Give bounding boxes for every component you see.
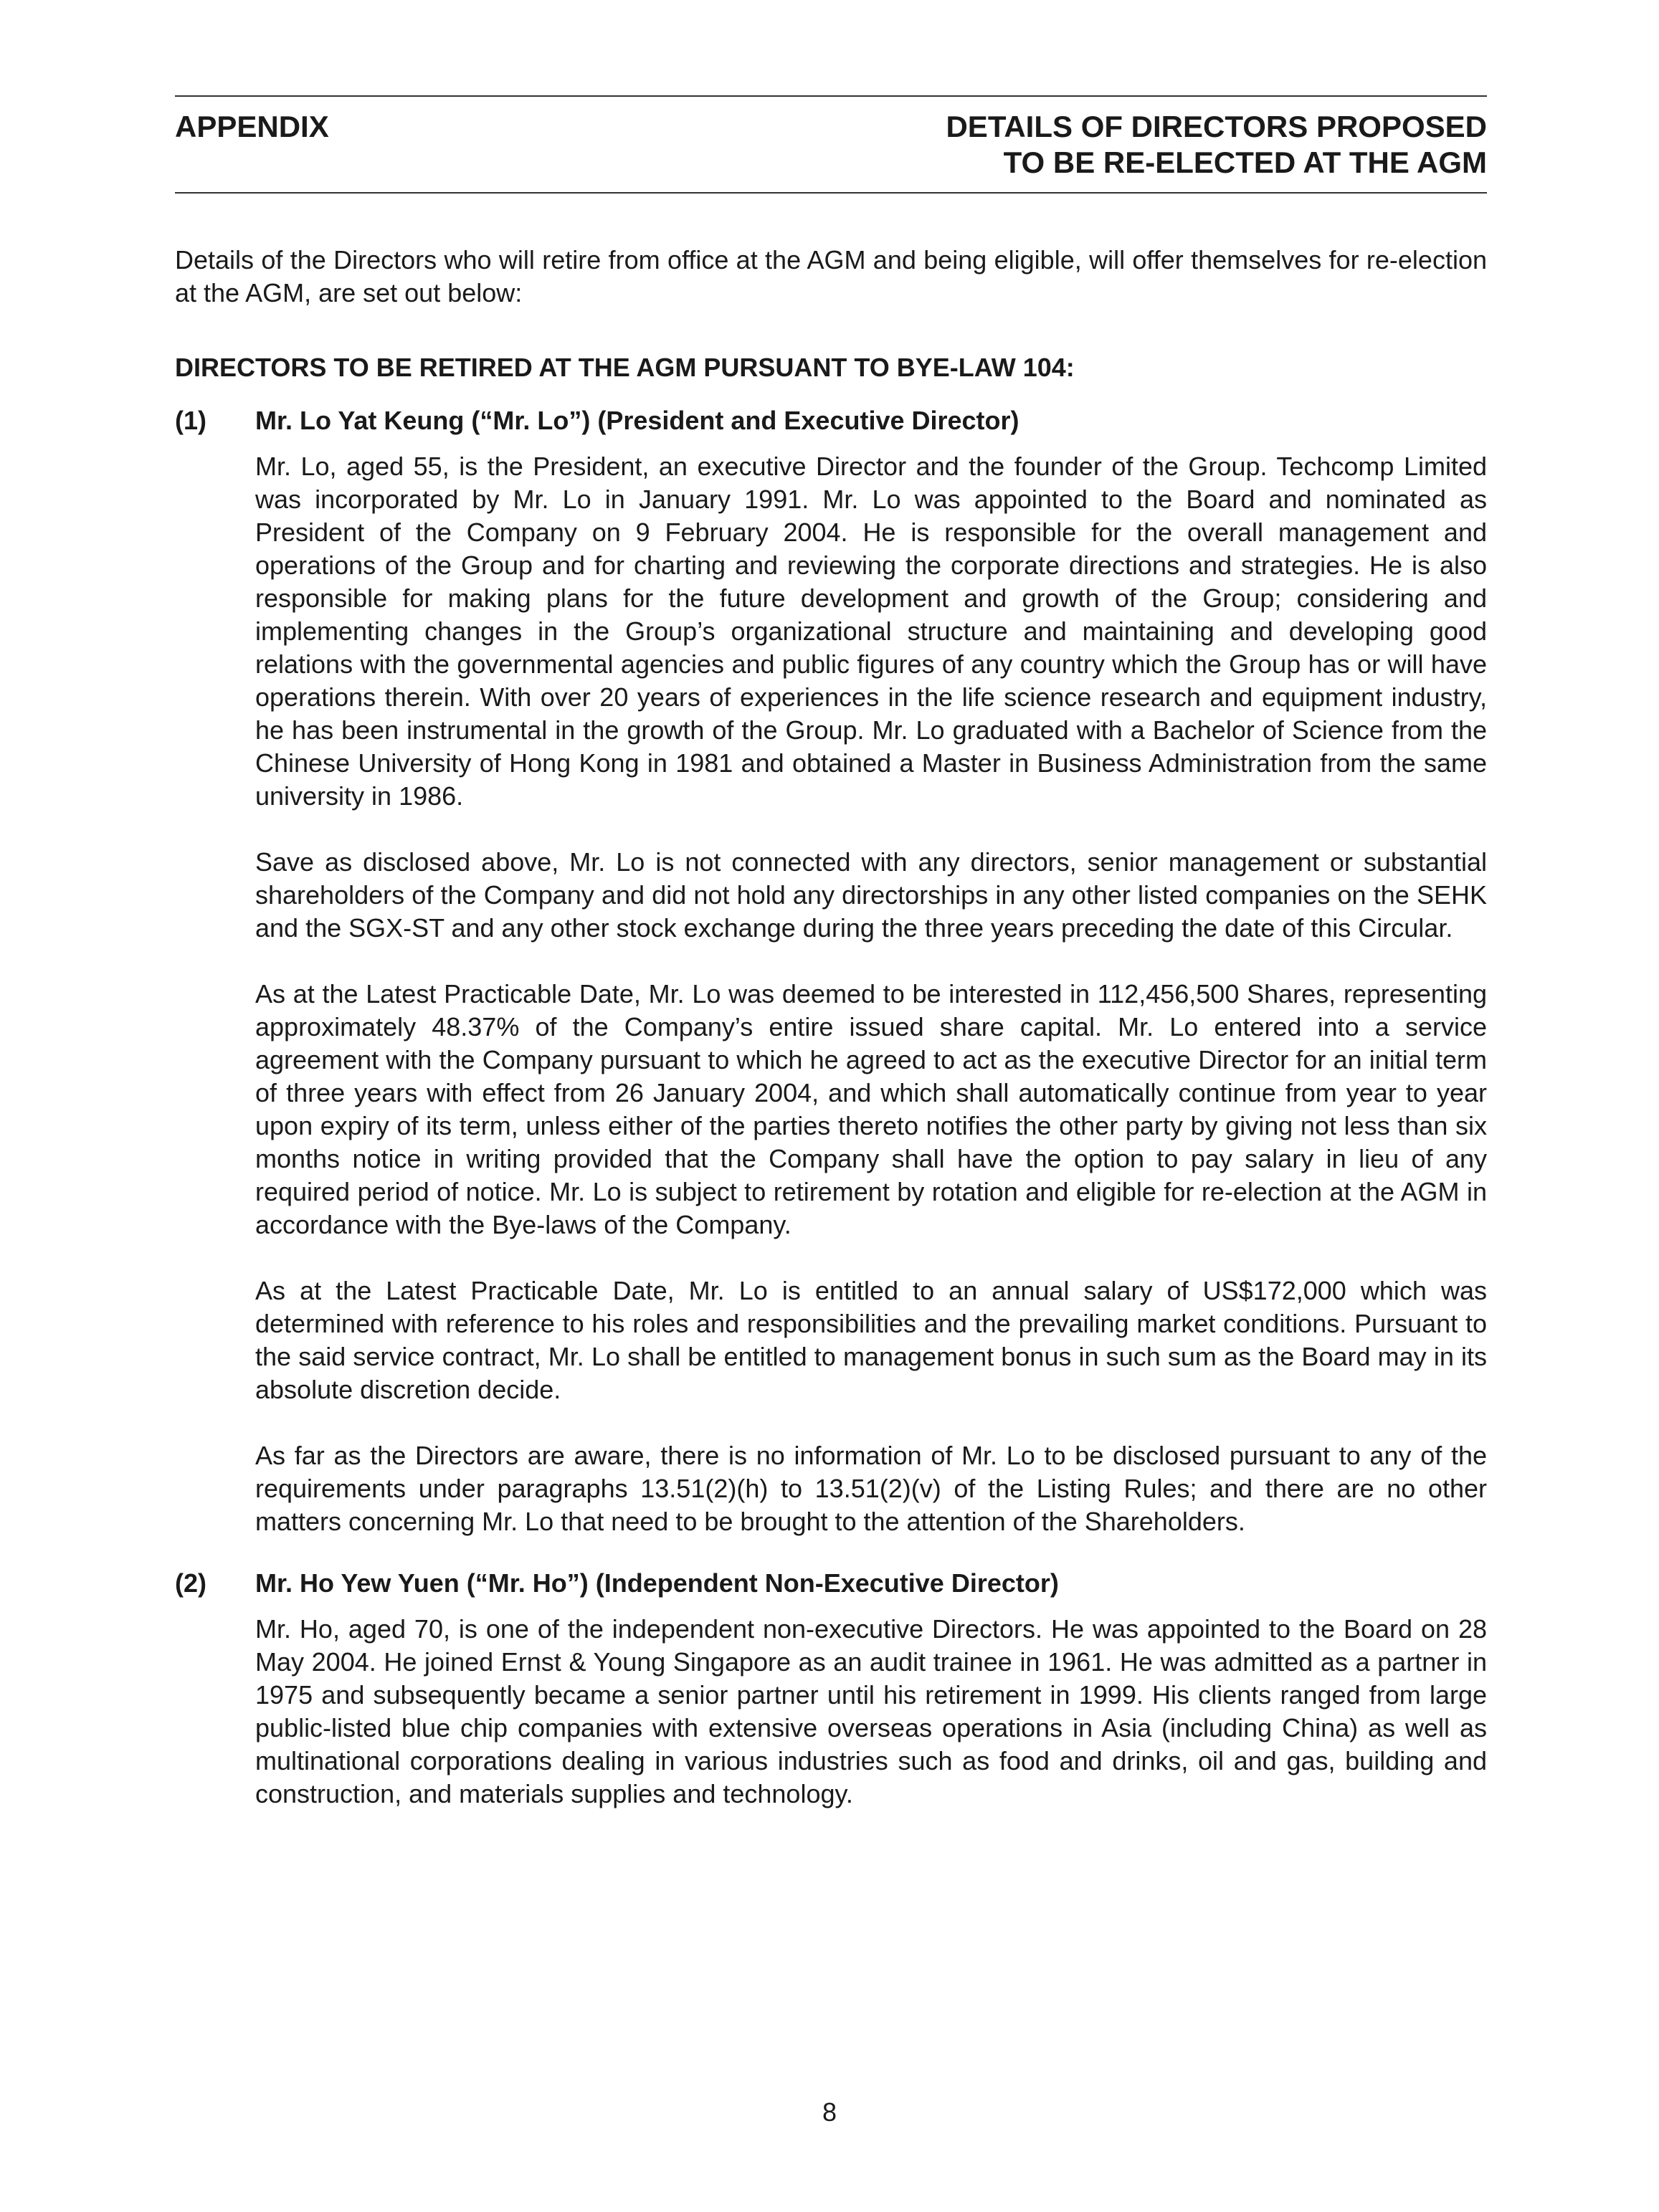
page-content — [175, 244, 1487, 1839]
body-paragraph: As at the Latest Practicable Date, Mr. Lo was deemed to be interested in 112,456,500 Shares, representing approximately 48.37% of the Company’s entire issued share capital. Mr. Lo entered into a service agreement with the Company pursuant to which he agreed to act as the executive Director for an initial term of three years with effect from 26 January 2004, and which shall automatically continue from year to year upon expiry of its term, unless either of the parties thereto notifies the other party by giving not less than six months notice in writing provided that the Company shall have the option to pay salary in lieu of any required period of notice. Mr. Lo is subject to retirement by rotation and eligible for re-election at the AGM in accordance with the Bye-laws of the Company. — [255, 979, 1487, 1239]
intro-paragraph: Details of the Directors who will retire from office at the AGM and being eligible, will offer themselves for re-election at the AGM, are set out below: — [175, 245, 1487, 308]
director-heading — [175, 404, 1487, 437]
director-item-ho — [175, 1567, 1487, 1811]
page-number: 8 — [822, 2097, 837, 2127]
header-bottom-rule — [175, 192, 1487, 194]
body-paragraph: Save as disclosed above, Mr. Lo is not connected with any directors, senior management or substantial shareholders of the Company and did not hold any directorships in any other listed companies on the SEHK and the SGX-ST and any other stock exchange during the three years preceding the date of this Circular. — [255, 847, 1487, 943]
director-item-lo — [175, 404, 1487, 1538]
item-heading-text: Mr. Lo Yat Keung (“Mr. Lo”) (President and Executive Director) — [255, 406, 1019, 435]
item-number: (1) — [175, 406, 206, 435]
appendix-title — [627, 109, 1487, 181]
item-number: (2) — [175, 1568, 206, 1598]
body-paragraph: Mr. Lo, aged 55, is the President, an executive Director and the founder of the Group. Techcomp Limited was incorporated by Mr. Lo in January 1991. Mr. Lo was appointed to the Board and nominated as President of the Company on 9 February 2004. He is responsible for the overall management and operations of the Group and for charting and reviewing the corporate directions and strategies. He is also responsible for making plans for the future development and growth of the Group; considering and implementing changes in the Group’s organizational structure and maintaining and developing good relations with the governmental agencies and public figures of any country which the Group has or will have operations therein. With over 20 years of experiences in the life science research and equipment industry, he has been instrumental in the growth of the Group. Mr. Lo graduated with a Bachelor of Science from the Chinese University of Hong Kong in 1981 and obtained a Master in Business Administration from the same university in 1986. — [255, 452, 1487, 811]
director-heading — [175, 1567, 1487, 1600]
director-body — [255, 1613, 1487, 1811]
body-paragraph: As at the Latest Practicable Date, Mr. Lo is entitled to an annual salary of US$172,000 which was determined with reference to his roles and responsibilities and the prevailing market conditions. Pursuant to the said service contract, Mr. Lo shall be entitled to management bonus in such sum as the Board may in its absolute discretion decide. — [255, 1276, 1487, 1404]
item-heading-text: Mr. Ho Yew Yuen (“Mr. Ho”) (Independent Non-Executive Director) — [255, 1568, 1059, 1598]
appendix-title-line2: TO BE RE-ELECTED AT THE AGM — [1003, 146, 1487, 179]
appendix-title-line1: DETAILS OF DIRECTORS PROPOSED — [946, 110, 1487, 143]
body-paragraph: Mr. Ho, aged 70, is one of the independent non-executive Directors. He was appointed to the Board on 28 May 2004. He joined Ernst & Young Singapore as an audit trainee in 1961. He was admitted as a partner in 1975 and subsequently became a senior partner until his retirement in 1999. His clients ranged from large public-listed blue chip companies with extensive overseas operations in Asia (including China) as well as multinational corporations dealing in various industries such as food and drinks, oil and gas, building and construction, and materials supplies and technology. — [255, 1614, 1487, 1808]
header-top-rule — [175, 95, 1487, 97]
director-body — [255, 450, 1487, 1538]
appendix-label: APPENDIX — [175, 110, 329, 143]
section-title: DIRECTORS TO BE RETIRED AT THE AGM PURSUANT TO BYE-LAW 104: — [175, 353, 1075, 382]
body-paragraph: As far as the Directors are aware, there is no information of Mr. Lo to be disclosed pursuant to any of the requirements under paragraphs 13.51(2)(h) to 13.51(2)(v) of the Listing Rules; and there are no other matters concerning Mr. Lo that need to be brought to the attention of the Shareholders. — [255, 1441, 1487, 1536]
